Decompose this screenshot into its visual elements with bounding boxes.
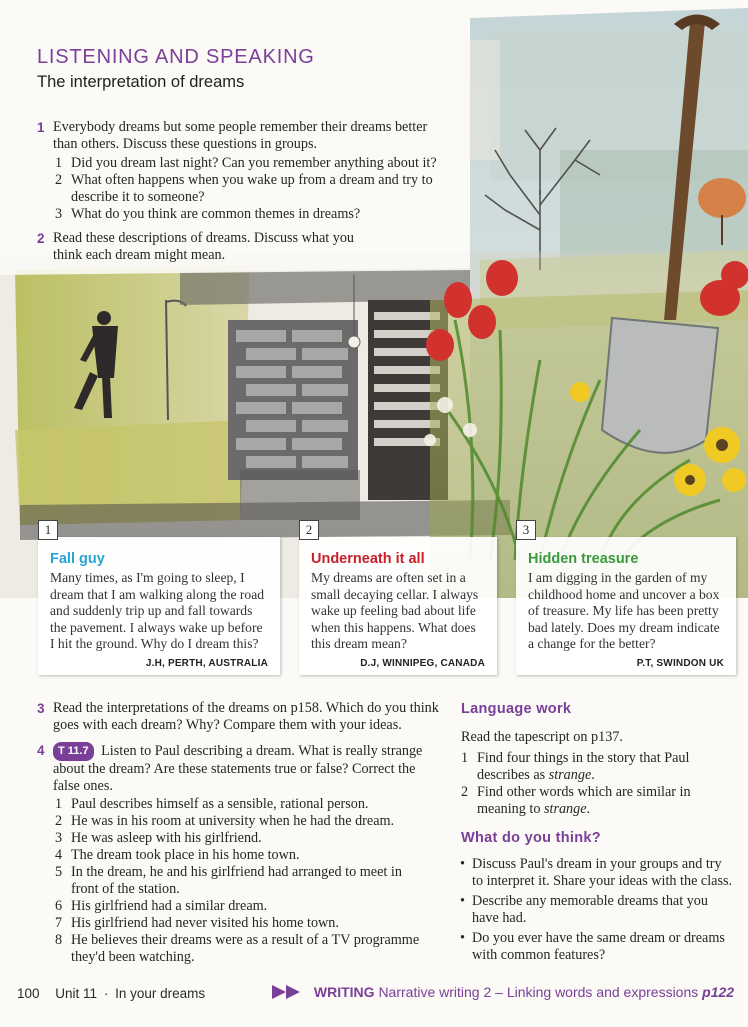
- statement-text: Paul describes himself as a sensible, rational person.: [71, 796, 369, 812]
- statement-text: In the dream, he and his girlfriend had arranged to meet in front of the station.: [71, 864, 402, 897]
- dream-card-fall-guy: [38, 522, 280, 675]
- card-number: 1: [38, 520, 58, 540]
- statement-number: 8: [55, 932, 63, 948]
- question-number: 2: [55, 172, 63, 188]
- item-keyword: strange: [543, 801, 587, 817]
- writing-label: WRITING: [313, 984, 375, 1000]
- section-title: LISTENING AND SPEAKING: [37, 46, 315, 68]
- question-number: 1: [55, 155, 63, 171]
- card-signature: J.H, PERTH, AUSTRALIA: [145, 658, 268, 669]
- statement-item: [55, 830, 451, 847]
- card-body: My dreams are often set in a small decaying cellar. I always wake up feeling bad about life when this happens. What does this dream mean?: [311, 570, 479, 652]
- question-item: [55, 155, 451, 172]
- discussion-bullet: [460, 856, 736, 890]
- bullet-text: Do you ever have the same dream or dreams with common features?: [472, 930, 725, 963]
- exercise-instruction: Everybody dreams but some people remember their dreams better than others. Discuss these questions in groups.: [53, 119, 428, 152]
- statement-item: [55, 915, 451, 932]
- footer-separator: ·: [103, 986, 109, 1001]
- dream-card-hidden-treasure: [516, 522, 736, 675]
- statement-number: 4: [55, 847, 63, 863]
- card-title: Fall guy: [50, 551, 105, 567]
- card-body: I am digging in the garden of my childhood home and uncover a box of treasure. My life has been pretty bad lately. Does my dream indicate a change for the better?: [528, 570, 720, 652]
- statement-item: [55, 796, 451, 813]
- section-subtitle: The interpretation of dreams: [37, 73, 245, 91]
- exercise-number: 1: [37, 120, 45, 135]
- statement-item: [55, 847, 451, 864]
- discussion-bullet: [460, 930, 736, 964]
- statement-item: [55, 898, 451, 915]
- item-punctuation: .: [591, 767, 595, 783]
- item-keyword: strange: [548, 767, 592, 783]
- page-number: 100: [17, 986, 40, 1001]
- dream-card-underneath-it-all: [299, 522, 497, 675]
- statement-text: The dream took place in his home town.: [71, 847, 300, 863]
- question-text: Did you dream last night? Can you remember anything about it?: [71, 155, 437, 171]
- statement-item: [55, 864, 421, 898]
- statement-text: His girlfriend had a similar dream.: [71, 898, 268, 914]
- question-item: [55, 206, 451, 223]
- language-work-item: [461, 750, 717, 784]
- card-body: Many times, as I'm going to sleep, I dream that I am walking along the road and suddenly trip up and fall towards the pavement. I always wake up before I hit the ground. Why do I dream this?: [50, 570, 265, 652]
- card-number: 3: [516, 520, 536, 540]
- language-work-intro: Read the tapescript on p137.: [461, 729, 623, 745]
- card-signature: D.J, WINNIPEG, CANADA: [360, 658, 485, 669]
- writing-text: Narrative writing 2 – Linking words and expressions: [378, 984, 699, 1000]
- card-number: 2: [299, 520, 319, 540]
- bullet-dot: •: [460, 930, 465, 946]
- statement-item: [55, 813, 451, 830]
- statement-number: 5: [55, 864, 63, 880]
- item-number: 1: [461, 750, 469, 766]
- card-signature: P.T, SWINDON UK: [636, 658, 724, 669]
- statement-number: 7: [55, 915, 63, 931]
- statement-number: 2: [55, 813, 63, 829]
- language-work-heading: Language work: [461, 701, 572, 717]
- what-do-you-think-heading: What do you think?: [461, 830, 601, 846]
- exercise-2: [37, 230, 373, 264]
- audio-track-badge[interactable]: T 11.7: [53, 742, 94, 761]
- statement-text: He was asleep with his girlfriend.: [71, 830, 262, 846]
- exercise-number: 4: [37, 743, 45, 758]
- card-title: Hidden treasure: [528, 551, 639, 567]
- bullet-text: Discuss Paul's dream in your groups and try to interpret it. Share your ideas with the class.: [472, 856, 733, 889]
- question-text: What often happens when you wake up from a dream and try to describe it to someone?: [71, 172, 433, 205]
- item-text: Find four things in the story that Paul describes as: [477, 750, 690, 783]
- exercise-4: [37, 742, 423, 795]
- question-number: 3: [55, 206, 63, 222]
- bullet-dot: •: [460, 893, 465, 909]
- bullet-text: Describe any memorable dreams that you have had.: [472, 893, 708, 926]
- double-arrow-icon: [272, 985, 304, 1002]
- exercise-1: [37, 119, 438, 153]
- exercise-instruction: Read the interpretations of the dreams on p158. Which do you think goes with each dream? Why? Compare them with your ideas.: [53, 700, 439, 733]
- statement-number: 1: [55, 796, 63, 812]
- exercise-number: 3: [37, 701, 45, 716]
- unit-title: In your dreams: [115, 986, 206, 1001]
- statement-number: 3: [55, 830, 63, 846]
- question-text: What do you think are common themes in dreams?: [71, 206, 361, 222]
- exercise-3: [37, 700, 445, 734]
- writing-cross-reference[interactable]: [272, 984, 734, 1002]
- discussion-bullet: [460, 893, 736, 927]
- exercise-instruction: Listen to Paul describing a dream. What is really strange about the dream? Are these statements true or false? Correct the false ones.: [53, 743, 423, 794]
- unit-label: Unit 11: [55, 986, 98, 1001]
- question-item: [55, 172, 433, 206]
- exercise-instruction: Read these descriptions of dreams. Discuss what you think each dream might mean.: [53, 230, 355, 263]
- item-number: 2: [461, 784, 469, 800]
- writing-page: p122: [702, 984, 735, 1000]
- card-title: Underneath it all: [311, 551, 425, 567]
- statement-text: His girlfriend had never visited his home town.: [71, 915, 339, 931]
- item-text: Find other words which are similar in meaning to: [477, 784, 691, 817]
- statement-text: He believes their dreams were as a result of a TV programme they'd been watching.: [71, 932, 420, 965]
- statement-number: 6: [55, 898, 63, 914]
- exercise-number: 2: [37, 231, 45, 246]
- item-punctuation: .: [586, 801, 591, 817]
- statement-item: [55, 932, 426, 966]
- bullet-dot: •: [460, 856, 465, 872]
- language-work-item: [461, 784, 717, 818]
- statement-text: He was in his room at university when he had the dream.: [71, 813, 395, 829]
- page-footer-left: [17, 986, 205, 1001]
